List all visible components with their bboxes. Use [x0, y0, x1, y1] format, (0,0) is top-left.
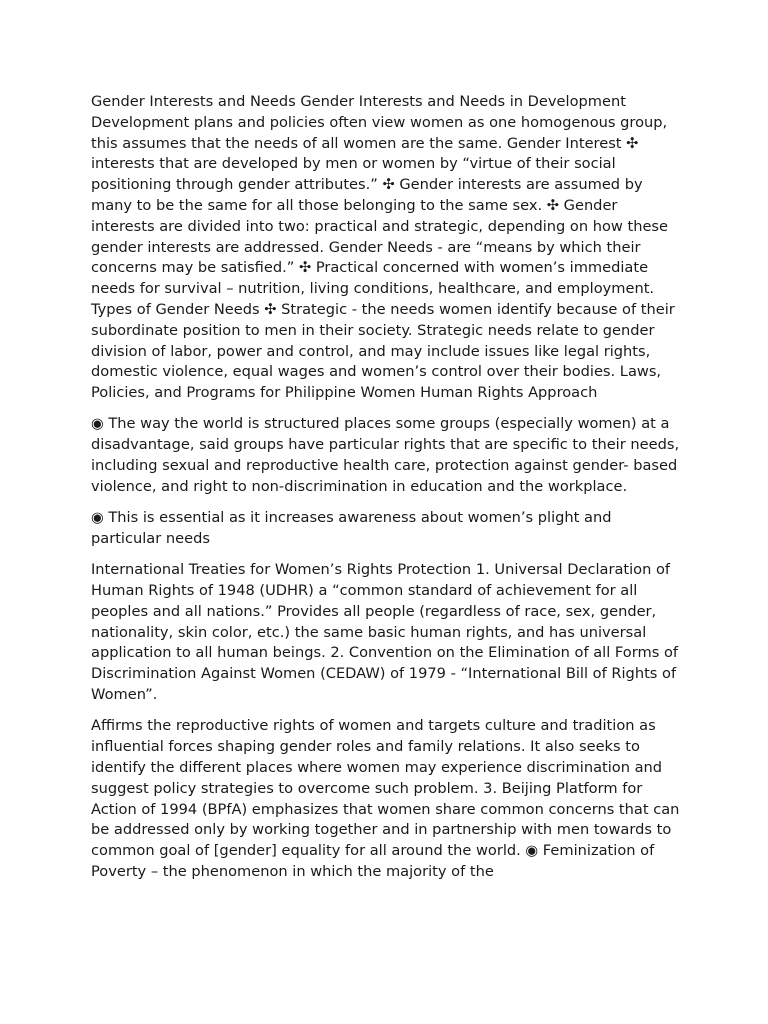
document-body — [91, 92, 681, 893]
paragraph-awareness: ◉ This is essential as it increases awareness about women’s plight and particular needs — [91, 509, 612, 547]
paragraph-international-treaties: International Treaties for Women’s Rights Protection 1. Universal Declaration of Human Rights of 1948 (UDHR) a “common standard of achievement for all peoples and all nations.” Provides all people (regardless of race, sex, gender, nationality, skin color, etc.) the same basic human rights, and has universal application to all human beings. 2. Convention on the Elimination of all Forms of Discrimination Against Women (CEDAW) of 1979 - “International Bill of Rights of Women”. — [91, 561, 679, 704]
paragraph-human-rights-approach-disadvantage: ◉ The way the world is structured places some groups (especially women) at a disadvantage, said groups have particular rights that are specific to their needs, including sexual and reproductive health care, protection against gender- based violence, and right to non-discrimination in education and the workplace. — [91, 415, 680, 495]
paragraph-reproductive-rights: Affirms the reproductive rights of women and targets culture and tradition as influential forces shaping gender roles and family relations. It also seeks to identify the different places where women may experience discrimination and suggest policy strategies to overcome such problem. 3. Beijing Platform for Action of 1994 (BPfA) emphasizes that women share common concerns that can be addressed only by working together and in partnership with men towards to common goal of [gender] equality for all around the world. ◉ Feminization of Poverty – the phenomenon in which the majority of the — [91, 717, 680, 880]
paragraph-gender-interests-and-needs: Gender Interests and Needs Gender Interests and Needs in Development Development plans and policies often view women as one homogenous group, this assumes that the needs of all women are the same. Gender Interest ✣ interests that are developed by men or women by “virtue of their social positioning through gender attributes.” ✣ Gender interests are assumed by many to be the same for all those belonging to the same sex. ✣ Gender interests are divided into two: practical and strategic, depending on how these gender interests are addressed. Gender Needs - are “means by which their concerns may be satisfied.” ✣ Practical concerned with women’s immediate needs for survival – nutrition, living conditions, healthcare, and employment. Types of Gender Needs ✣ Strategic - the needs women identify because of their subordinate position to men in their society. Strategic needs relate to gender division of labor, power and control, and may include issues like legal rights, domestic violence, equal wages and women’s control over their bodies. Laws, Policies, and Programs for Philippine Women Human Rights Approach — [91, 93, 675, 402]
